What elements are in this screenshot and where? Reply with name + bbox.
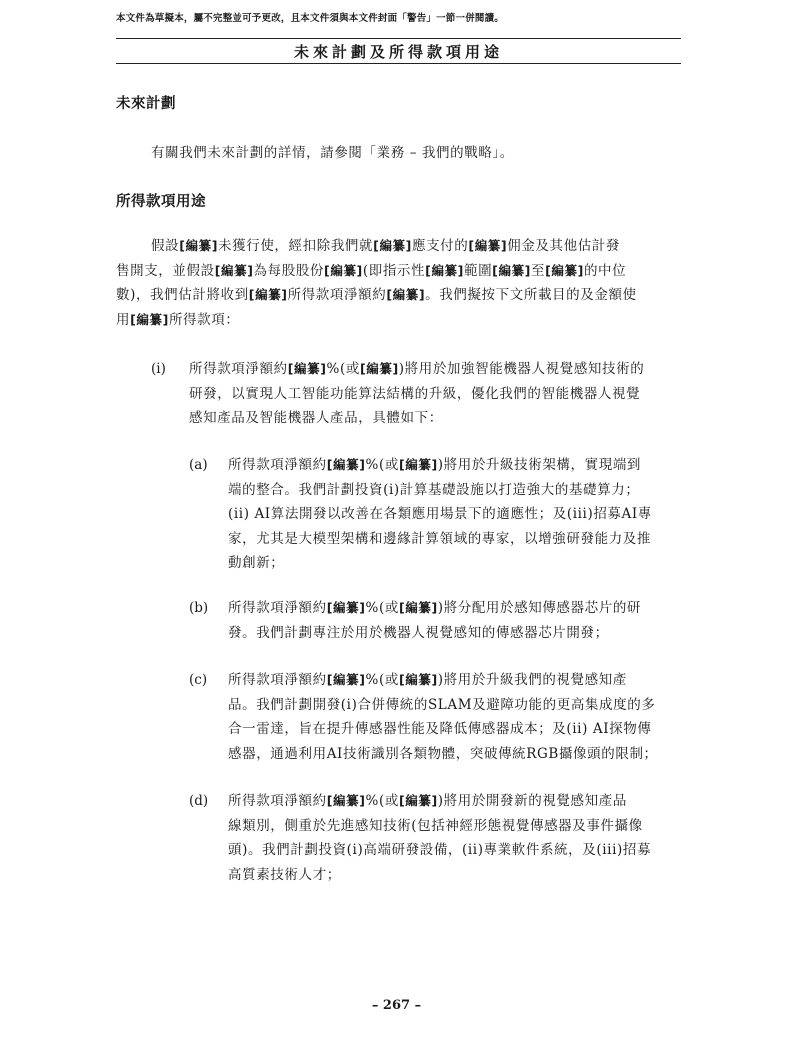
intro-line: 數)，我們估計將收到[編纂]所得款項淨額約[編纂]。我們擬按下文所載目的及金額使	[116, 287, 637, 303]
redaction-marker: [編纂]	[130, 311, 169, 327]
subitem-line: 所得款項淨額約[編纂]%(或[編纂])將用於升級我們的視覺感知產	[228, 672, 627, 688]
subitem-line: 高質素技術人才；	[228, 866, 341, 883]
subitem-line: 感器，通過利用AI技術識別各類物體，突破傳統RGB攝像頭的限制；	[228, 745, 658, 762]
subitem-text	[228, 596, 681, 645]
redaction-marker: [編纂]	[545, 262, 584, 278]
draft-warning: 本文件為草擬本，屬不完整並可予更改，且本文件須與本文件封面「警告」一節一併閱讀。	[116, 13, 505, 24]
future-plans-text: 有關我們未來計劃的詳情，請參閱「業務 – 我們的戰略」。	[151, 145, 514, 161]
redaction-marker: [編纂]	[398, 600, 438, 615]
redaction-marker: [編纂]	[326, 457, 366, 472]
intro-line: 售開支，並假設[編纂]為每股股份[編纂](即指示性[編纂]範圍[編纂]至[編纂]的中位	[116, 262, 627, 279]
redaction-marker: [編纂]	[326, 600, 366, 615]
subitem-line: 動創新；	[228, 555, 285, 571]
subitem-text	[228, 789, 681, 887]
subitem-line: 所得款項淨額約[編纂]%(或[編纂])將用於升級技術架構，實現端到	[228, 457, 642, 473]
redaction-marker: [編纂]	[373, 238, 412, 253]
subitem-line: 所得款項淨額約[編纂]%(或[編纂])將用於開發新的視覺感知產品	[228, 793, 627, 809]
redaction-marker: [編纂]	[287, 361, 327, 376]
intro-line: 用[編纂]所得款項：	[116, 311, 240, 328]
redaction-marker: [編纂]	[398, 457, 438, 472]
redaction-marker: [編纂]	[425, 262, 464, 278]
page-number: – 267 –	[371, 998, 422, 1013]
redaction-marker: [編纂]	[324, 262, 363, 278]
redaction-marker: [編纂]	[248, 287, 288, 302]
redaction-marker: [編纂]	[468, 238, 508, 253]
redaction-marker: [編纂]	[492, 262, 531, 278]
subitem-text	[228, 668, 681, 766]
redaction-marker: [編纂]	[359, 361, 399, 376]
subitem-line: 家，尤其是大模型架構和邊緣計算領域的專家，以增強研發能力及推	[228, 530, 651, 547]
redaction-marker: [編纂]	[326, 672, 366, 687]
subitem-line: 線類別，側重於先進感知技術(包括神經形態視覺傳感器及事件攝像	[228, 817, 643, 834]
subitem-line: 所得款項淨額約[編纂]%(或[編纂])將分配用於感知傳感器芯片的研	[228, 600, 642, 616]
subitem-line: (ii) AI算法開發以改善在各類應用場景下的適應性；及(iii)招募AI專	[228, 506, 652, 522]
subitem-line: 合一雷達，旨在提升傳感器性能及降低傳感器成本；及(ii) AI探物傳	[228, 721, 652, 737]
subitem-label: (d)	[189, 793, 209, 809]
header-rule-bottom	[116, 63, 681, 64]
subitem-line: 頭)。我們計劃投資(i)高端研發設備，(ii)專業軟件系統，及(iii)招募	[228, 842, 652, 858]
redaction-marker: [編纂]	[179, 238, 219, 253]
subitem-line: 發。我們計劃專注於用於機器人視覺感知的傳感器芯片開發；	[228, 624, 609, 641]
heading-use-of-proceeds: 所得款項用途	[116, 194, 206, 210]
redaction-marker: [編纂]	[398, 793, 438, 808]
item-text	[189, 357, 681, 431]
redaction-marker: [編纂]	[398, 672, 438, 687]
future-plans-paragraph	[151, 141, 681, 166]
item-line: 研發，以實現人工智能功能算法結構的升級，優化我們的智能機器人視覺	[189, 385, 641, 402]
subitem-label: (a)	[189, 457, 208, 473]
item-line: 感知產品及智能機器人產品，具體如下：	[189, 410, 443, 426]
item-line: 所得款項淨額約[編纂]%(或[編纂])將用於加強智能機器人視覺感知技術的	[189, 361, 645, 377]
redaction-marker: [編纂]	[214, 262, 254, 278]
section-title: 未來計劃及所得款項用途	[293, 43, 503, 61]
item-label: (i)	[151, 361, 166, 377]
subitem-label: (c)	[189, 672, 208, 688]
heading-future-plans: 未來計劃	[116, 96, 176, 112]
subitem-label: (b)	[189, 600, 209, 616]
intro-line: 假設[編纂]未獲行使，經扣除我們就[編纂]應支付的[編纂]佣金及其他估計發	[151, 238, 621, 254]
redaction-marker: [編纂]	[326, 793, 366, 808]
use-of-proceeds-intro	[116, 234, 681, 332]
subitem-text	[228, 453, 681, 576]
redaction-marker: [編纂]	[386, 287, 426, 302]
header-rule-top	[116, 38, 681, 39]
subitem-line: 品。我們計劃開發(i)合併傳統的SLAM及避障功能的更高集成度的多	[228, 696, 656, 713]
subitem-line: 端的整合。我們計劃投資(i)計算基礎設施以打造強大的基礎算力；	[228, 481, 640, 498]
